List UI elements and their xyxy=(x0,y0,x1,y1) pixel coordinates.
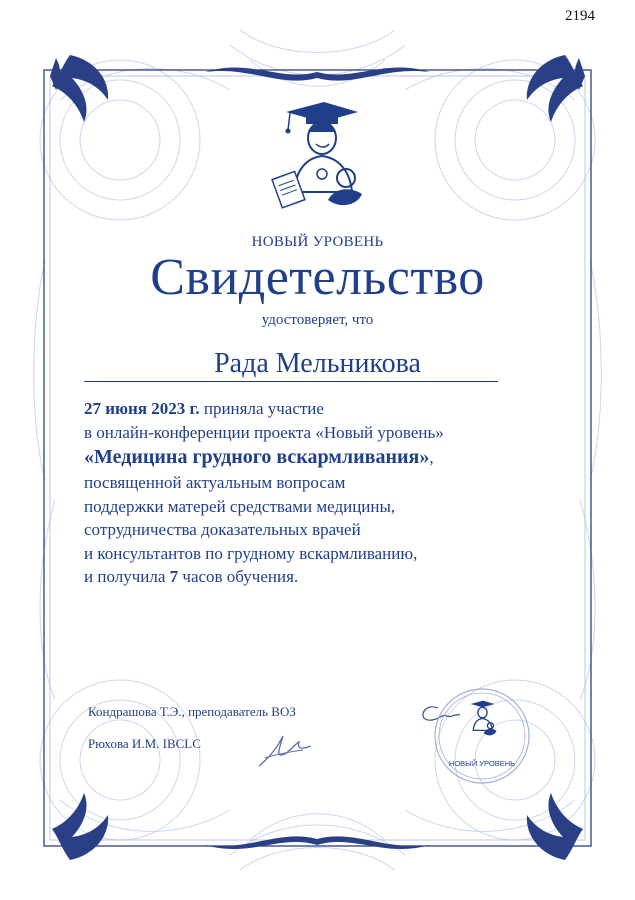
recipient-name: Рада Мельникова xyxy=(214,348,421,379)
corner-flourish-top-left xyxy=(50,55,108,122)
body-line-7: и консультантов по грудному вскармливанию, xyxy=(84,543,418,563)
conference-title: «Медицина грудного вскармливания» xyxy=(84,446,430,468)
signature-2 xyxy=(255,728,315,770)
certificate-title: Свидетельство xyxy=(150,249,485,306)
event-date: 27 июня 2023 г. xyxy=(84,399,200,418)
training-hours: 7 xyxy=(169,567,179,586)
graduate-nurse-with-baby-icon xyxy=(266,100,376,230)
body-line-5: поддержки матерей средствами медицины, xyxy=(84,496,396,516)
recipient-underline xyxy=(84,381,498,382)
body-line-2: в онлайн-конференции проекта «Новый уровень» xyxy=(84,422,444,442)
signer-2: Рюхова И.М. IBCLC xyxy=(88,736,201,751)
signer-1: Кондрашова Т.Э., преподаватель ВОЗ xyxy=(88,704,296,719)
corner-flourish-bottom-left xyxy=(52,793,108,860)
seal-text: НОВЫЙ УРОВЕНЬ xyxy=(448,759,516,768)
body-line-4: посвященной актуальным вопросам xyxy=(84,473,346,492)
document-number: 2194 xyxy=(565,8,595,24)
corner-flourish-top-right xyxy=(527,55,585,122)
conference-title-line: «Медицина грудного вскармливания», xyxy=(84,446,434,468)
certificate-body xyxy=(84,397,584,589)
body-line-6: сотрудничества доказательных врачей xyxy=(84,520,361,539)
body-line-1: 27 июня 2023 г. приняла участие xyxy=(84,399,324,418)
brand-name: НОВЫЙ УРОВЕНЬ xyxy=(251,234,384,250)
body-line-8: и получила 7 часов обучения. xyxy=(84,567,299,586)
certificate-subtitle: удостоверяет, что xyxy=(261,312,374,328)
corner-flourish-bottom-right xyxy=(527,793,583,860)
round-stamp-icon xyxy=(432,686,532,786)
